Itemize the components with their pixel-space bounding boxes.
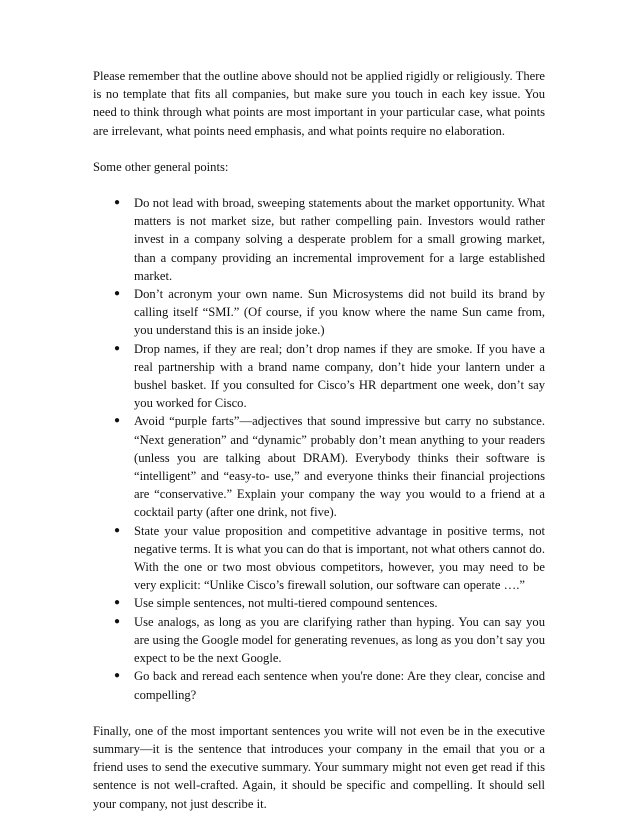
list-item (114, 522, 545, 595)
spacer (93, 176, 545, 194)
bullet-icon: ● (114, 615, 121, 627)
list-item (114, 667, 545, 703)
closing-paragraph: Finally, one of the most important sentences you write will not even be in the executive summary—it is the sentence that introduces your company in the email that you or a friend uses to send the executive summary. Your summary might not even get read if this sentence is not well-crafted. Again, it should be specific and compelling. It should sell your company, not just describe it. (93, 723, 545, 811)
list-item-text: Don’t acronym your own name. Sun Microsystems did not build its brand by calling itself “SMI.” (Of course, if you know where the name Sun came from, you understand this is an inside joke.) (134, 287, 545, 338)
bullet-icon: ● (114, 342, 121, 354)
intro-paragraph: Please remember that the outline above should not be applied rigidly or religiously. There is no template that fits all companies, but make sure you touch in each key issue. You need to think through what points are most important in your particular case, what points are irrelevant, what points need emphasis, and what points require no elaboration. (93, 69, 545, 138)
list-item (114, 594, 545, 612)
list-item-text: Do not lead with broad, sweeping statements about the market opportunity. What matters is not market size, but rather compelling pain. Investors would rather invest in a company solving a desperate problem for a small growing market, than a company providing an incremental improvement for a large established market. (134, 196, 545, 283)
list-item (114, 340, 545, 413)
bullet-icon: ● (114, 597, 121, 609)
bullet-icon: ● (114, 415, 121, 427)
list-item-text: Drop names, if they are real; don’t drop names if they are smoke. If you have a real partnership with a brand name company, don’t hide your lantern under a bushel basket. If you consulted for Cisco’s HR department one week, don’t say you worked for Cisco. (134, 341, 545, 411)
list-item (114, 412, 545, 521)
general-points-list (93, 194, 545, 704)
bullet-icon: ● (114, 288, 121, 300)
list-item-text: Use analogs, as long as you are clarifying rather than hyping. You can say you are using the Google model for generating revenues, as long as you don’t say you expect to be the next Google. (134, 614, 545, 666)
spacer (93, 704, 545, 722)
list-item (114, 285, 545, 340)
document-page (93, 67, 545, 813)
bullet-icon: ● (114, 670, 121, 682)
list-item (114, 613, 545, 668)
general-points-label: Some other general points: (93, 159, 229, 174)
bullet-icon: ● (114, 197, 121, 209)
list-item-text: Use simple sentences, not multi-tiered compound sentences. (134, 596, 438, 611)
list-item-text: Avoid “purple farts”—adjectives that sound impressive but carry no substance. “Next generation” and “dynamic” probably don’t mean anything to your readers (unless you are talking about DRAM). Everybody thinks their software is “intelligent” and “easy-to- use,” and everyone thinks their financial projections are “conservative.” Explain your company the way you would to a friend at a cocktail party (after one drink, not five). (134, 414, 545, 520)
bullet-icon: ● (114, 524, 121, 536)
list-item-text: Go back and reread each sentence when you're done: Are they clear, concise and compelling? (134, 669, 545, 702)
list-item (114, 194, 545, 285)
list-item-text: State your value proposition and competitive advantage in positive terms, not negative terms. It is what you can do that is important, not what others cannot do. With the one or two most obvious competitors, however, you may need to be very explicit: “Unlike Cisco’s firewall solution, our software can operate ….” (134, 523, 545, 593)
spacer (93, 140, 545, 158)
